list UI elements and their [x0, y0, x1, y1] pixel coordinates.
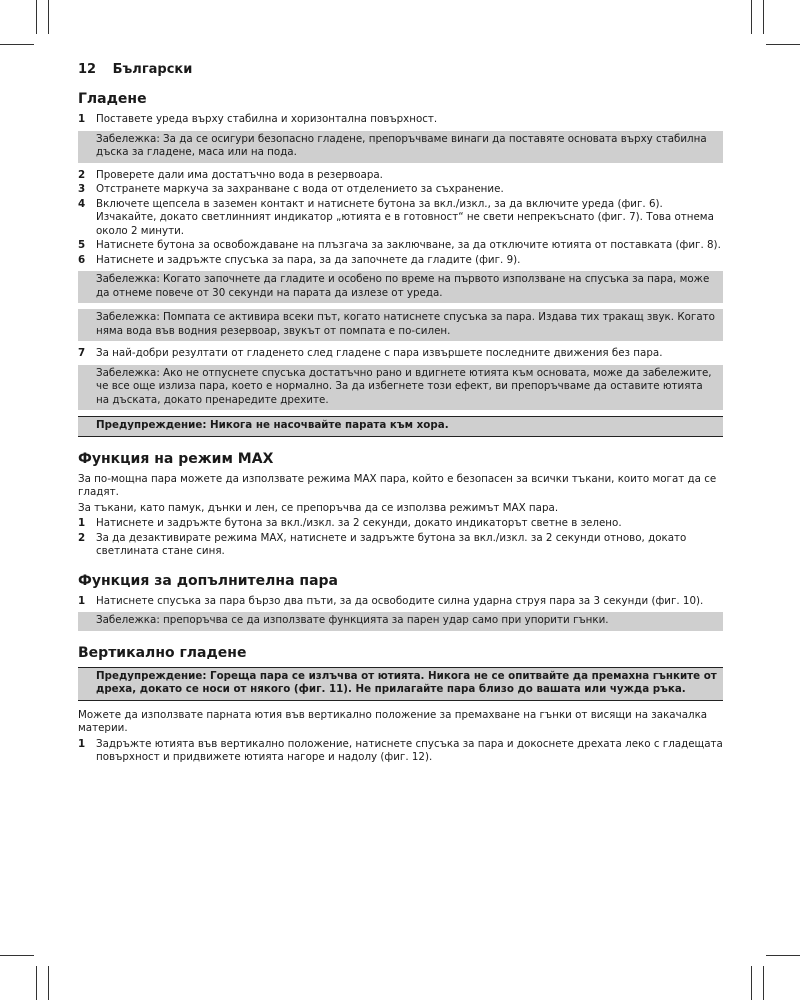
- crop-mark-top-right-v2: [763, 0, 764, 34]
- page-header: [78, 62, 723, 77]
- list-item: 5 Натиснете бутона за освобождаване на плъзгача за заключване, за да отключите ютията от поставката (фиг. 8).: [78, 239, 721, 251]
- crop-mark-bottom-right-v2: [763, 966, 764, 1000]
- list-item: 2 Проверете дали има достатъчно вода в резервоара.: [78, 168, 383, 181]
- list-item: 1 Задръжте ютията във вертикално положение, натиснете спусъка за пара и докоснете дрехата леко с гладещата повърхност и придвижете ютията нагоре и надолу (фиг. 12).: [78, 737, 723, 763]
- list-item: 3 Отстранете маркуча за захранване с вода от отделението за съхранение.: [78, 183, 504, 195]
- section-title-max-mode: Функция на режим MAX: [78, 450, 274, 467]
- list-item: 6 Натиснете и задръжте спусъка за пара, за да започнете да гладите (фиг. 9).: [78, 253, 521, 266]
- section-title-ironing: Гладене: [78, 91, 147, 107]
- warning-box: Предупреждение: Гореща пара се излъчва от ютията. Никога не се опитвайте да премахна гънките от дреха, докато се носи от някого (фиг. 11). Не прилагайте пара близо до вашата или чужда ръка.: [78, 667, 723, 701]
- language-label: Български: [112, 62, 193, 77]
- note-box: Забележка: препоръчва се да използвате функцията за парен удар само при упорити гънки.: [78, 612, 723, 631]
- paragraph: За тъкани, като памук, дънки и лен, се препоръчва да се използва режимът MAX пара.: [78, 501, 559, 514]
- crop-mark-bottom-left-v2: [48, 966, 49, 1000]
- list-item: 1 Натиснете спусъка за пара бързо два пъти, за да освободите силна ударна струя пара за 3 секунди (фиг. 10).: [78, 594, 704, 607]
- page-number: 12: [78, 62, 97, 77]
- page-content: [78, 62, 723, 766]
- list-item: 1 Натиснете и задръжте бутона за вкл./изкл. за 2 секунди, докато индикаторът светне в зелено.: [78, 517, 622, 529]
- crop-mark-bottom-right-v1: [751, 966, 752, 1000]
- crop-mark-bottom-left-v1: [36, 966, 37, 1000]
- crop-mark-top-right-h: [766, 44, 800, 45]
- note-box: Забележка: Ако не отпуснете спусъка достатъчно рано и вдигнете ютията към основата, може да забележите, че все още излиза пара, което е нормално. За да избегнете този ефект, ви препоръчваме да оставите ютията на дъската, докато пренаредите дрехите.: [78, 365, 723, 411]
- section-title-vertical-ironing: Вертикално гладене: [78, 644, 247, 661]
- crop-mark-bottom-right-h: [766, 955, 800, 956]
- crop-mark-bottom-left-h: [0, 955, 34, 956]
- list-item: 2 За да дезактивирате режима MAX, натиснете и задръжте бутона за вкл./изкл. за 2 секунди отново, докато светлината стане синя.: [78, 531, 687, 557]
- crop-mark-top-left-v1: [36, 0, 37, 34]
- list-item: 7 За най-добри резултати от гладенето след гладене с пара извършете последните движения без пара.: [78, 347, 663, 359]
- note-box: Забележка: Помпата се активира всеки път, когато натиснете спусъка за пара. Издава тих тракащ звук. Когато няма вода във водния резервоар, звукът от помпата е по-силен.: [78, 309, 723, 341]
- list-item: 1 Поставете уреда върху стабилна и хоризонтална повърхност.: [78, 113, 438, 125]
- paragraph: Можете да използвате парната ютия във вертикално положение за премахване на гънки от висящи на закачалка материи.: [78, 708, 708, 734]
- crop-mark-top-left-h: [0, 44, 34, 45]
- list-item: 4 Включете щепсела в заземен контакт и натиснете бутона за вкл./изкл., за да включите уреда (фиг. 6). Изчакайте, докато светлинният индикатор „ютията е в готовност“ не свети непрекъснато (фиг. 7). Това отнема около 2 минути.: [78, 197, 714, 237]
- warning-box: Предупреждение: Никога не насочвайте парата към хора.: [78, 416, 723, 437]
- paragraph: За по-мощна пара можете да използвате режима MAX пара, който е безопасен за всички тъкани, които могат да се гладят.: [78, 472, 717, 498]
- section-title-extra-steam: Функция за допълнителна пара: [78, 572, 338, 589]
- crop-mark-top-right-v1: [751, 0, 752, 34]
- note-box: Забележка: Когато започнете да гладите и особено по време на първото използване на спусъка за пара, може да отнеме повече от 30 секунди на парата да излезе от уреда.: [78, 271, 723, 303]
- crop-mark-top-left-v2: [48, 0, 49, 34]
- note-box: Забележка: За да се осигури безопасно гладене, препоръчваме винаги да поставяте основата върху стабилна дъска за гладене, маса или на пода.: [78, 131, 723, 163]
